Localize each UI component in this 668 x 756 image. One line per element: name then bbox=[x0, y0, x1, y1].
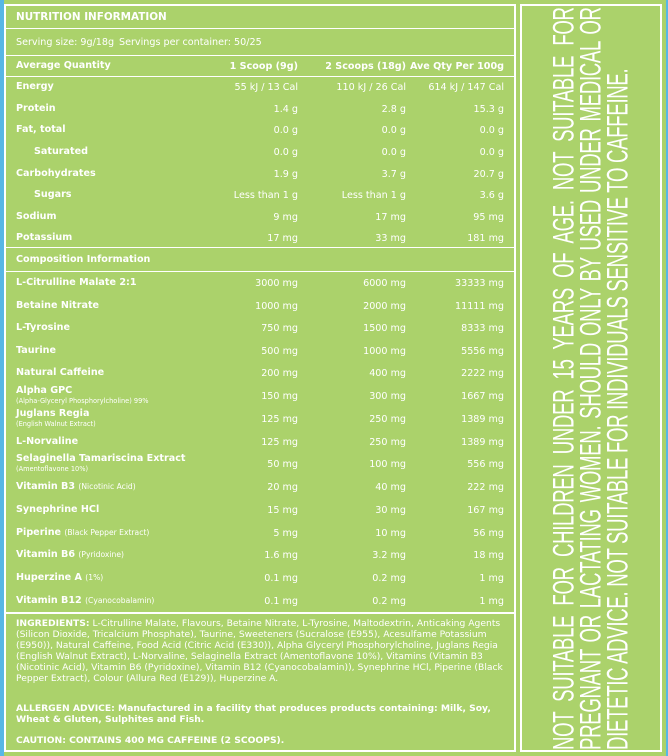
ingredients-text bbox=[16, 618, 510, 684]
row-value-v2: 30 mg bbox=[375, 504, 406, 516]
row-value-v3: 0.0 g bbox=[479, 147, 504, 158]
composition-row bbox=[6, 295, 514, 317]
row-name: Taurine bbox=[16, 344, 56, 356]
row-value-v3: 15.3 g bbox=[473, 104, 504, 115]
nutrition-row bbox=[6, 120, 514, 141]
row-name: L-Citrulline Malate 2:1 bbox=[16, 276, 137, 288]
row-value-v2: 250 mg bbox=[369, 436, 406, 448]
row-value-v2: 0.0 g bbox=[381, 125, 406, 136]
servings-per-container: Servings per container: 50/25 bbox=[119, 36, 262, 48]
row-name: Huperzine A bbox=[16, 571, 82, 583]
row-name: Sodium bbox=[16, 211, 57, 223]
serving-size: Serving size: 9g/18g bbox=[16, 36, 115, 48]
warning-box bbox=[520, 4, 662, 752]
row-value-v1: 125 mg bbox=[261, 436, 298, 448]
row-value-v2: 17 mg bbox=[375, 212, 406, 223]
header-per-100g: Ave Qty Per 100g bbox=[409, 60, 504, 72]
composition-row bbox=[6, 544, 514, 566]
row-subtitle: (1%) bbox=[85, 572, 104, 582]
row-value-v1: 500 mg bbox=[261, 345, 298, 357]
header-two-scoops: 2 Scoops (18g) bbox=[325, 60, 406, 72]
row-name: Energy bbox=[16, 81, 54, 93]
row-label bbox=[16, 528, 149, 538]
ingredients-list: L-Citrulline Malate, Flavours, Betaine Nitrate, L-Tyrosine, Maltodextrin, Anticaking Agents (Silicon Dioxide, Tricalcium Phosphate), Taurine, Sweeteners (Sucralose (E955), Acesulfame Potassium (E950)), Natural Caffeine, Food Acid (Citric Acid (E330)), Alpha Glyceryl Phosphorylcholine, Juglans Regia (English Walnut Extract), L-Norvaline, Selaginella Extract (Amentoflavone 10%), Vitamins (Vitamin B3 (Nicotinic Acid), Vitamin B6 (Pyridoxine), Vitamin B12 (Cyanocobalamin)), Synephrine HCl, Piperine (Black Pepper Extract), Colour (Allura Red (E129)), Huperzine A. bbox=[16, 618, 503, 684]
row-value-v3: 33333 mg bbox=[454, 277, 504, 289]
row-name: L-Tyrosine bbox=[16, 321, 71, 333]
row-name: Betaine Nitrate bbox=[16, 299, 100, 311]
row-label bbox=[16, 278, 137, 288]
row-value-v3: 0.0 g bbox=[479, 125, 504, 136]
nutrition-header-row bbox=[6, 56, 514, 77]
composition-row bbox=[6, 272, 514, 294]
row-value-v1: Less than 1 g bbox=[233, 190, 298, 201]
row-name: Potassium bbox=[16, 232, 73, 244]
row-value-v3: 181 mg bbox=[467, 233, 504, 244]
row-subtitle: (Cyanocobalamin) bbox=[85, 595, 155, 605]
row-value-v2: 6000 mg bbox=[363, 277, 406, 289]
row-label bbox=[16, 482, 136, 492]
row-name: Vitamin B12 bbox=[16, 594, 82, 606]
row-name: Saturated bbox=[34, 146, 88, 158]
row-value-v3: 5556 mg bbox=[461, 345, 504, 357]
row-value-v3: 614 kJ / 147 Cal bbox=[428, 82, 504, 93]
row-value-v1: 50 mg bbox=[267, 458, 298, 470]
row-value-v3: 8333 mg bbox=[461, 322, 504, 334]
composition-row bbox=[6, 476, 514, 498]
row-label bbox=[16, 82, 54, 92]
row-label bbox=[34, 147, 88, 157]
allergen-advice: ALLERGEN ADVICE: Manufactured in a facility that produces products containing: Milk, Soy, Wheat & Gluten, Sulphites and Fish. bbox=[16, 703, 491, 725]
row-value-v3: 1389 mg bbox=[461, 436, 504, 448]
row-value-v3: 18 mg bbox=[473, 549, 504, 561]
row-subtitle: (Alpha-Glyceryl Phosphorylcholine) 99% bbox=[16, 397, 149, 405]
composition-title-row bbox=[6, 247, 514, 272]
nutrition-row bbox=[6, 164, 514, 185]
warning-statement: NOT SUITABLE FOR CHILDREN UNDER 15 YEARS OF AGE. NOT SUITABLE FOR PREGNANT OR LACTATING WOMEN. SHOULD ONLY BY USED UNDER MEDICAL OR DIETETIC ADVICE. NOT SUITABLE FOR INDIVIDUALS SENSITIVE TO CAFFEINE. bbox=[547, 7, 635, 750]
row-label bbox=[16, 104, 56, 114]
row-name: Protein bbox=[16, 103, 56, 115]
row-label bbox=[16, 505, 99, 515]
row-value-v1: 1.9 g bbox=[273, 169, 298, 180]
row-name: Synephrine HCl bbox=[16, 503, 100, 515]
row-value-v3: 222 mg bbox=[467, 481, 504, 493]
row-value-v2: 40 mg bbox=[375, 481, 406, 493]
composition-row bbox=[6, 408, 514, 430]
row-value-v1: 0.0 g bbox=[273, 125, 298, 136]
row-label bbox=[16, 346, 56, 356]
row-name: Alpha GPC bbox=[16, 384, 73, 396]
composition-row bbox=[6, 431, 514, 453]
row-value-v2: 33 mg bbox=[375, 233, 406, 244]
row-subtitle: (English Walnut Extract) bbox=[16, 420, 96, 428]
row-label bbox=[16, 323, 70, 333]
row-label bbox=[16, 573, 103, 583]
row-value-v2: 400 mg bbox=[369, 367, 406, 379]
row-label bbox=[34, 190, 72, 200]
row-value-v2: 250 mg bbox=[369, 413, 406, 425]
divider bbox=[6, 612, 514, 614]
row-label bbox=[16, 125, 66, 135]
row-value-v1: 0.1 mg bbox=[264, 572, 298, 584]
composition-row bbox=[6, 590, 514, 612]
composition-row bbox=[6, 499, 514, 521]
nutrition-row bbox=[6, 228, 514, 249]
composition-row bbox=[6, 317, 514, 339]
row-value-v1: 150 mg bbox=[261, 390, 298, 402]
nutrition-row bbox=[6, 142, 514, 163]
row-label bbox=[16, 212, 56, 222]
row-value-v3: 20.7 g bbox=[473, 169, 504, 180]
row-label bbox=[16, 169, 96, 179]
row-value-v1: 15 mg bbox=[267, 504, 298, 516]
composition-row bbox=[6, 385, 514, 407]
row-value-v2: 0.2 mg bbox=[372, 595, 406, 607]
caution-text: CAUTION: CONTAINS 400 MG CAFFEINE (2 SCOOPS). bbox=[16, 735, 285, 746]
row-subtitle: (Nicotinic Acid) bbox=[78, 481, 136, 491]
row-value-v2: 300 mg bbox=[369, 390, 406, 402]
nutrition-title: NUTRITION INFORMATION bbox=[16, 11, 167, 23]
row-label bbox=[16, 233, 72, 243]
row-value-v2: 110 kJ / 26 Cal bbox=[336, 82, 406, 93]
row-value-v2: 100 mg bbox=[369, 458, 406, 470]
row-value-v1: 750 mg bbox=[261, 322, 298, 334]
composition-row bbox=[6, 522, 514, 544]
row-label bbox=[16, 437, 78, 447]
composition-row bbox=[6, 567, 514, 589]
row-name: Piperine bbox=[16, 526, 62, 538]
nutrition-row bbox=[6, 99, 514, 120]
row-value-v1: 0.0 g bbox=[273, 147, 298, 158]
row-value-v2: 1500 mg bbox=[363, 322, 406, 334]
row-label bbox=[16, 301, 99, 311]
row-name: Juglans Regia bbox=[16, 407, 90, 419]
row-subtitle: (Pyridoxine) bbox=[78, 549, 124, 559]
row-value-v1: 17 mg bbox=[267, 233, 298, 244]
row-value-v3: 167 mg bbox=[467, 504, 504, 516]
row-value-v1: 9 mg bbox=[273, 212, 298, 223]
ingredients-label: INGREDIENTS: bbox=[16, 618, 90, 629]
row-value-v1: 20 mg bbox=[267, 481, 298, 493]
row-value-v3: 95 mg bbox=[473, 212, 504, 223]
header-one-scoop: 1 Scoop (9g) bbox=[229, 60, 298, 72]
row-label bbox=[16, 596, 154, 606]
row-value-v2: 10 mg bbox=[375, 527, 406, 539]
row-subtitle: (Black Pepper Extract) bbox=[64, 527, 150, 537]
warning-text bbox=[547, 6, 635, 750]
row-value-v2: 2000 mg bbox=[363, 300, 406, 312]
row-label bbox=[16, 368, 104, 378]
row-value-v3: 1 mg bbox=[479, 595, 504, 607]
row-value-v2: 3.2 mg bbox=[372, 549, 406, 561]
row-value-v2: 2.8 g bbox=[381, 104, 406, 115]
header-average-quantity: Average Quantity bbox=[16, 59, 111, 71]
row-label bbox=[16, 409, 96, 429]
row-value-v1: 3000 mg bbox=[255, 277, 298, 289]
row-value-v1: 0.1 mg bbox=[264, 595, 298, 607]
row-name: Vitamin B3 bbox=[16, 480, 76, 492]
row-value-v3: 56 mg bbox=[473, 527, 504, 539]
row-value-v3: 556 mg bbox=[467, 458, 504, 470]
nutrition-row bbox=[6, 207, 514, 228]
row-value-v2: Less than 1 g bbox=[341, 190, 406, 201]
row-name: L-Norvaline bbox=[16, 435, 79, 447]
row-value-v3: 2222 mg bbox=[461, 367, 504, 379]
nutrition-row bbox=[6, 185, 514, 206]
row-value-v2: 0.0 g bbox=[381, 147, 406, 158]
row-value-v3: 1667 mg bbox=[461, 390, 504, 402]
row-name: Fat, total bbox=[16, 124, 66, 136]
nutrition-title-row bbox=[6, 6, 514, 29]
composition-row bbox=[6, 362, 514, 384]
row-value-v3: 3.6 g bbox=[479, 190, 504, 201]
row-name: Vitamin B6 bbox=[16, 548, 76, 560]
row-value-v1: 125 mg bbox=[261, 413, 298, 425]
row-value-v2: 3.7 g bbox=[381, 169, 406, 180]
row-value-v3: 1 mg bbox=[479, 572, 504, 584]
row-label bbox=[16, 386, 149, 406]
row-name: Selaginella Tamariscina Extract bbox=[16, 452, 186, 464]
composition-title: Composition Information bbox=[16, 254, 151, 265]
row-subtitle: (Amentoflavone 10%) bbox=[16, 465, 89, 473]
row-name: Carbohydrates bbox=[16, 168, 96, 180]
row-value-v1: 5 mg bbox=[273, 527, 298, 539]
row-label bbox=[16, 550, 124, 560]
composition-row bbox=[6, 340, 514, 362]
nutrition-panel bbox=[4, 4, 516, 752]
row-value-v1: 1.6 mg bbox=[264, 549, 298, 561]
row-value-v1: 1000 mg bbox=[255, 300, 298, 312]
row-name: Natural Caffeine bbox=[16, 366, 105, 378]
row-value-v1: 55 kJ / 13 Cal bbox=[234, 82, 298, 93]
row-name: Sugars bbox=[34, 189, 72, 201]
row-value-v2: 1000 mg bbox=[363, 345, 406, 357]
row-value-v1: 1.4 g bbox=[273, 104, 298, 115]
row-value-v1: 200 mg bbox=[261, 367, 298, 379]
row-value-v3: 1389 mg bbox=[461, 413, 504, 425]
composition-row bbox=[6, 453, 514, 475]
row-value-v2: 0.2 mg bbox=[372, 572, 406, 584]
row-value-v3: 11111 mg bbox=[454, 300, 504, 312]
nutrition-row bbox=[6, 77, 514, 98]
row-label bbox=[16, 454, 185, 474]
serving-row bbox=[6, 29, 514, 56]
